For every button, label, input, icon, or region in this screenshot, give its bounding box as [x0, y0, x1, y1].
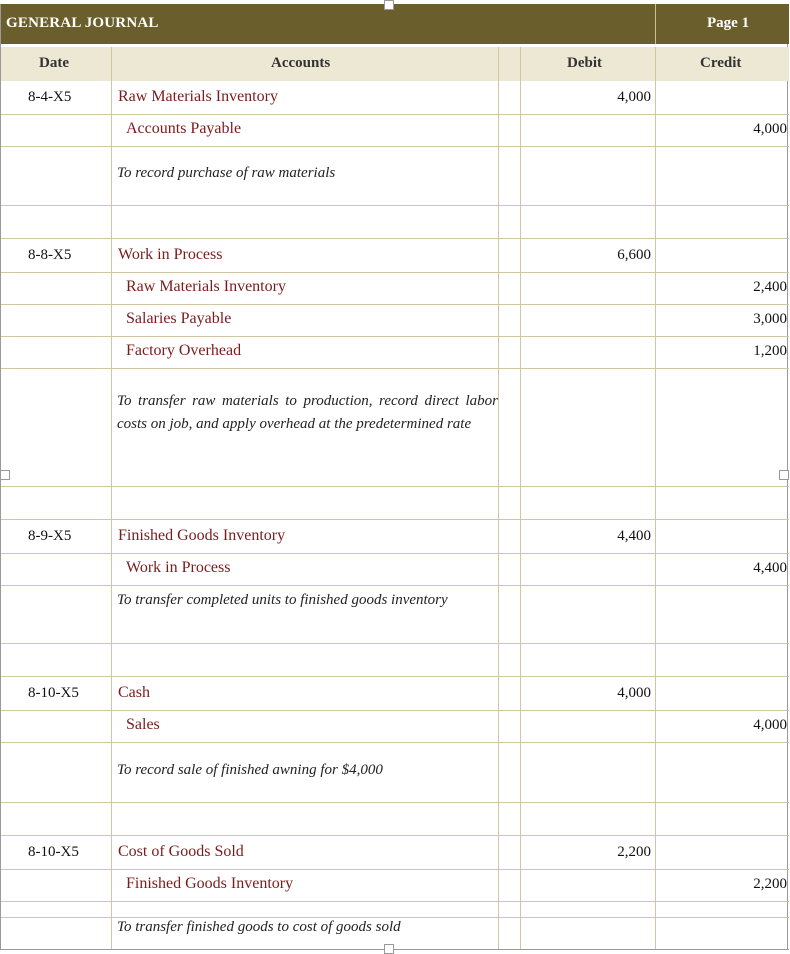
entry-date: 8-10-X5 — [28, 685, 79, 701]
journal-title: GENERAL JOURNAL — [6, 15, 159, 31]
entry-memo: To transfer finished goods to cost of goods sold — [117, 919, 401, 935]
row-divider — [1, 901, 789, 902]
debit-amount: 2,200 — [617, 844, 651, 860]
entry-memo: To transfer raw materials to production, record direct labor costs on job, and apply overhead at the predetermined rate — [117, 393, 498, 432]
page-label: Page 1 — [707, 15, 750, 31]
credit-amount: 3,000 — [753, 311, 787, 327]
credit-account-name: Salaries Payable — [126, 310, 232, 327]
row-divider — [1, 742, 789, 743]
debit-amount: 4,400 — [617, 528, 651, 544]
edge-tick — [384, 0, 394, 10]
row-divider — [1, 835, 789, 836]
debit-amount: 4,000 — [617, 685, 651, 701]
row-divider — [1, 146, 789, 147]
column-divider — [655, 47, 656, 950]
general-journal — [0, 4, 788, 950]
journal-line — [1, 553, 789, 585]
journal-line — [1, 82, 789, 114]
journal-line — [1, 304, 789, 336]
column-header-row — [1, 47, 789, 81]
column-divider — [498, 47, 499, 950]
credit-account-name: Raw Materials Inventory — [126, 278, 286, 295]
row-divider — [1, 585, 789, 586]
edge-tick — [779, 470, 789, 480]
row-divider — [1, 486, 789, 487]
entry-memo: To transfer completed units to finished goods inventory — [117, 592, 448, 608]
credit-amount: 2,200 — [753, 876, 787, 892]
credit-account-name: Factory Overhead — [126, 342, 242, 359]
row-divider — [1, 643, 789, 644]
journal-line — [1, 869, 789, 901]
debit-account-name: Raw Materials Inventory — [118, 88, 278, 105]
journal-line — [1, 240, 789, 272]
credit-amount: 4,000 — [753, 121, 787, 137]
entry-date: 8-9-X5 — [28, 528, 72, 544]
credit-account-name: Accounts Payable — [126, 120, 242, 137]
debit-account-name: Cash — [118, 684, 150, 701]
credit-column-header: Credit — [700, 55, 742, 71]
entry-date: 8-8-X5 — [28, 247, 72, 263]
debit-account-name: Work in Process — [118, 246, 223, 263]
edge-tick — [0, 470, 10, 480]
edge-tick — [384, 944, 394, 954]
debit-account-name: Cost of Goods Sold — [118, 843, 244, 860]
journal-line — [1, 521, 789, 553]
date-column-header: Date — [39, 55, 69, 71]
title-divider — [655, 4, 656, 44]
journal-line — [1, 710, 789, 742]
credit-amount: 2,400 — [753, 279, 787, 295]
entry-memo: To record sale of finished awning for $4,000 — [117, 762, 383, 778]
credit-amount: 1,200 — [753, 343, 787, 359]
accounts-column-header: Accounts — [271, 55, 331, 71]
row-divider — [1, 676, 789, 677]
row-divider — [1, 519, 789, 520]
debit-account-name: Finished Goods Inventory — [118, 527, 286, 544]
entry-date: 8-4-X5 — [28, 89, 72, 105]
journal-line — [1, 114, 789, 146]
credit-amount: 4,400 — [753, 560, 787, 576]
journal-line — [1, 336, 789, 368]
debit-amount: 4,000 — [617, 89, 651, 105]
column-divider — [111, 47, 112, 950]
entry-date: 8-10-X5 — [28, 844, 79, 860]
journal-line — [1, 837, 789, 869]
table-bottom-border — [1, 949, 789, 950]
journal-line — [1, 272, 789, 304]
journal-line — [1, 678, 789, 710]
credit-account-name: Sales — [126, 716, 160, 733]
row-divider — [1, 802, 789, 803]
credit-amount: 4,000 — [753, 717, 787, 733]
credit-account-name: Finished Goods Inventory — [126, 875, 294, 892]
journal-title-bar — [1, 4, 789, 44]
debit-column-header: Debit — [567, 55, 602, 71]
row-divider — [1, 238, 789, 239]
debit-amount: 6,600 — [617, 247, 651, 263]
row-divider — [1, 205, 789, 206]
credit-account-name: Work in Process — [126, 559, 231, 576]
row-divider — [1, 368, 789, 369]
column-divider — [520, 47, 521, 950]
entry-memo: To record purchase of raw materials — [117, 165, 336, 181]
